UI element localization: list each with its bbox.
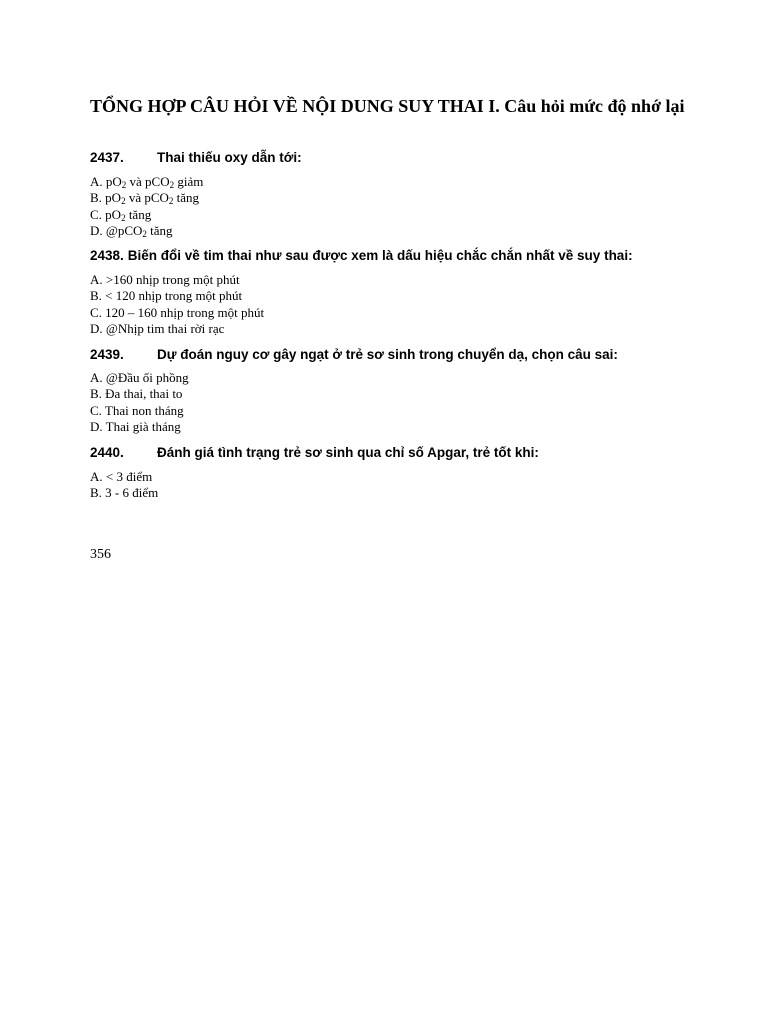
answer-list [90, 272, 264, 337]
answer-option: C. Thai non tháng [90, 402, 184, 418]
answer-option: A. @Đầu ối phồng [90, 370, 189, 385]
answer-option: C. 120 – 160 nhịp trong một phút [90, 304, 265, 320]
question-heading [90, 346, 618, 364]
answer-option: D. @pCO$_2$ tăng [90, 222, 173, 239]
answer-option: A. < 3 điểm [90, 469, 153, 484]
question-heading [90, 149, 302, 167]
answer-option: D. @Nhịp tim thai rời rạc [90, 320, 225, 336]
answer-option: B. $pO_2$ và pCO$_2$ tăng [90, 190, 200, 207]
answer-option: C. $pO_2$ tăng [90, 206, 152, 223]
question-number: 2437. [90, 150, 124, 165]
question-text: Dự đoán nguy cơ gây ngạt ở trẻ sơ sinh trong chuyển dạ, chọn câu sai: [157, 347, 618, 362]
answer-option: D. Thai già tháng [90, 418, 181, 434]
answer-list [90, 469, 158, 502]
document-title: TỔNG HỢP CÂU HỎI VỀ NỘI DUNG SUY THAI I. Câu hỏi mức độ nhớ lại [90, 96, 685, 116]
answer-option: B. < 120 nhịp trong một phút [90, 288, 243, 304]
question-text: Thai thiếu oxy dẫn tới: [157, 150, 302, 165]
answer-option: A. >160 nhịp trong một phút [90, 272, 240, 287]
page-number: 356 [90, 547, 111, 562]
question-number: 2440. [90, 445, 124, 460]
question-number: 2439. [90, 347, 124, 362]
answer-list [90, 370, 189, 435]
answer-list [90, 174, 203, 239]
question-number: 2438. [90, 248, 124, 263]
question-text: Đánh giá tình trạng trẻ sơ sinh qua chỉ số Apgar, trẻ tốt khi: [157, 445, 539, 460]
answer-option: A. $pO_2$ và pCO$_2$ giảm [90, 174, 204, 190]
question-text: Biến đổi về tim thai như sau được xem là dấu hiệu chắc chắn nhất về suy thai: [127, 248, 633, 263]
question-heading [90, 444, 539, 462]
question-heading [90, 247, 633, 265]
answer-option: B. Đa thai, thai to [90, 386, 183, 402]
answer-option: B. 3 - 6 điểm [90, 485, 159, 501]
